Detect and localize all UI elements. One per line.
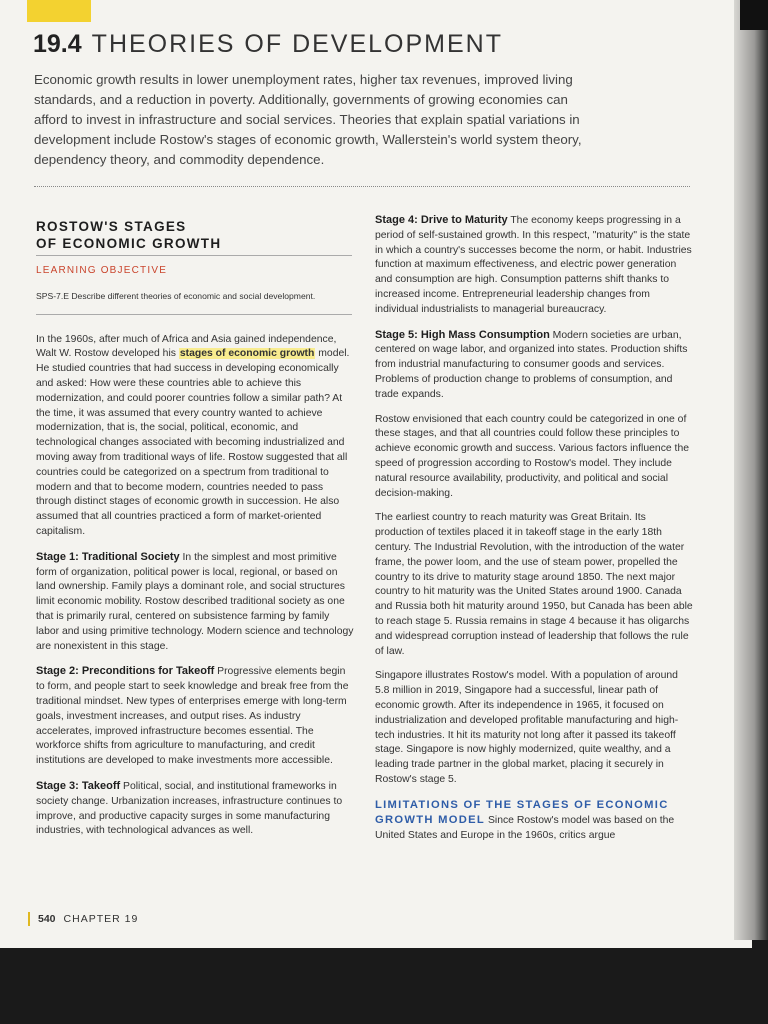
stage5-text: Modern societies are urban, centered on wage labor, and organized into states. Production shifts from industrial manufacturing to consumer goods and services. Problems of production change to problems of consumption, and trade expands. xyxy=(375,329,688,400)
heading-underline xyxy=(36,255,352,256)
limitations-heading: LIMITATIONS OF THE STAGES OF ECONOMIC GROWTH MODEL xyxy=(375,798,669,827)
page-gutter-shadow xyxy=(734,0,768,940)
left-column xyxy=(36,218,354,849)
key-term-highlight: stages of economic growth xyxy=(179,348,315,360)
rostow-intro-paragraph xyxy=(36,333,354,540)
stage1-text: In the simplest and most primitive form of organization, political power is local, regional, or based on land ownership. Family plays a dominant role, and social structures limit economic mobility. Rostow described traditional society as one that is primarily rural, centered on subsistence farming by family labor and using primitive technology. Modern science and technology are nonexistent in this stage. xyxy=(36,551,354,652)
stage1-title: Stage 1: Traditional Society xyxy=(36,550,180,563)
stage4-paragraph xyxy=(375,213,693,318)
britain-paragraph: The earliest country to reach maturity was Great Britain. Its production of textiles placed it in takeoff stage in the early 18th century. The Industrial Revolution, with the introduction of the water frame, the power loom, and the use of steam power, propelled the country to its drive to maturity stage around 1850. The next major country to hit maturity was the United States around 1900. Canada and Russia both hit maturity around 1950, but Canada has been able to reach stage 5. Russia remains in stage 4 because it has oligarchs and widespread corruption instead of leadership that follows the rule of law. xyxy=(375,512,693,657)
stage3-paragraph xyxy=(36,779,354,839)
page-footer xyxy=(28,912,138,926)
accent-tab xyxy=(27,0,91,22)
intro-paragraph: Economic growth results in lower unemployment rates, higher tax revenues, improved living standards, and a reduction in poverty. Additionally, governments of growing economies can afford to invest in infrastructure and social services. Theories that explain spatial variations in development include Rostow's stages of economic growth, Wallerstein's world system theory, dependency theory, and commodity dependence. xyxy=(34,72,582,167)
stage2-paragraph xyxy=(36,664,354,769)
singapore-paragraph: Singapore illustrates Rostow's model. With a population of around 5.8 million in 2019, Singapore had a successful, linear path of economic growth. After its independence in 1965, it focused on industrialization and developed profitable manufacturing and high-tech industries. It hit its maturity not long after it passed its takeoff stage. Singapore is now highly modernized, quite wealthy, and a leading trade partner in the global market, placing it securely in Rostow's stage 5. xyxy=(375,670,679,785)
stage5-title: Stage 5: High Mass Consumption xyxy=(375,328,550,341)
learning-objective-text: SPS-7.E Describe different theories of economic and social development. xyxy=(36,290,316,301)
rostow-heading-line1: ROSTOW'S STAGES xyxy=(36,219,187,234)
chapter-label: CHAPTER 19 xyxy=(63,912,139,925)
stage1-paragraph xyxy=(36,550,354,655)
stage4-text: The economy keeps progressing in a period of self-sustained growth. In this respect, "maturity" is the state in which a country's successes become the norm, or habit. Industries function at maximum effectiveness, and electric power generation and consumption are high. Consumption patterns shift thanks to increased income. Entrepreneurial leadership changes from individual industrialists to managerial bureaucracy. xyxy=(375,215,692,315)
stage2-text: Progressive elements begin to form, and people start to seek knowledge and break free from the traditional mindset. New types of enterprises emerge with long-term goals, investment increases, and output rises. As industry accelerates, improved infrastructure becomes essential. The workforce shifts from agriculture to manufacturing, and credit institutions are developed to make investments more accessible. xyxy=(36,666,349,767)
rostow-heading xyxy=(36,218,354,252)
para1-text-end: model. He studied countries that had success in developing economically and asked: How were these countries able to achieve this modernization, and could poorer countries follow a similar path? At the time, it was assumed that every country wanted to achieve modernization, that is, the social, political, economic, and technological changes associated with becoming industrialized and moving away from traditional ways of life. Rostow suggested that all countries could be categorized on a spectrum from traditional to modern and that to become modern, countries needed to pass through distinct stages of economic growth in succession. He also assumed that all countries practiced a form of market-oriented capitalism. xyxy=(36,348,350,537)
dotted-divider xyxy=(34,186,690,187)
stage3-title: Stage 3: Takeoff xyxy=(36,779,121,792)
objective-underline xyxy=(36,314,352,315)
limitations-text: Since Rostow's model was based on the United States and Europe in the 1960s, critics argue xyxy=(375,815,675,842)
section-heading xyxy=(33,30,503,59)
envisioned-paragraph: Rostow envisioned that each country could be categorized in one of these stages, and that all countries could follow these principles to achieve economic growth and success. Various factors influence the speed of progression according to Rostow's model. They include natural resource availability, productivity, and political and social decision-making. xyxy=(375,413,690,499)
footer-accent-bar xyxy=(28,912,30,926)
right-column xyxy=(375,213,693,854)
stage5-paragraph xyxy=(375,328,693,403)
scan-background-corner xyxy=(740,0,768,30)
limitations-paragraph xyxy=(375,798,693,844)
para1-text-start: In the 1960s, after much of Africa and Asia gained independence, Walt W. Rostow developed his xyxy=(36,333,337,360)
stage4-title: Stage 4: Drive to Maturity xyxy=(375,214,508,226)
rostow-heading-line2: OF ECONOMIC GROWTH xyxy=(36,236,222,251)
learning-objective-label: LEARNING OBJECTIVE xyxy=(36,265,168,276)
section-title: THEORIES OF DEVELOPMENT xyxy=(91,30,504,58)
stage2-title: Stage 2: Preconditions for Takeoff xyxy=(36,665,215,678)
section-number: 19.4 xyxy=(33,30,82,58)
page-number: 540 xyxy=(38,912,56,925)
stage3-text: Political, social, and institutional frameworks in society change. Urbanization increases, infrastructure continues to improve, and productive capacity surges in some manufacturing industries, with technological advances as well. xyxy=(36,780,343,837)
